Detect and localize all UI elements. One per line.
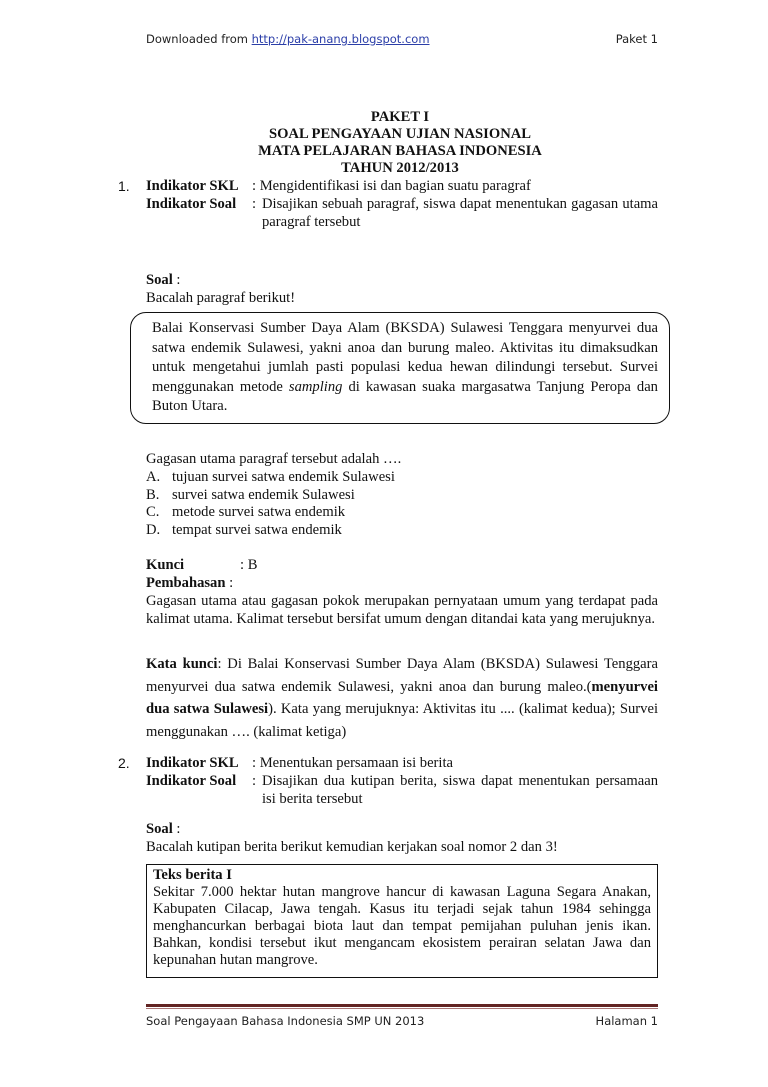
soal-heading: Soal : [146,821,181,837]
page-number: Halaman 1 [595,1014,658,1028]
news-text: Sekitar 7.000 hektar hutan mangrove hancur di kawasan Laguna Segara Anakan, Kabupaten Cilacap, Jawa tengah. Kasus itu terjadi sejak tahun 1984 sehingga menghancurkan berbagai biota laut dan tempat pemijahan puluhan jenis ikan. Bahkan, kondisi tersebut ikut mengancam ekosistem perairan selatan Jawa dan kepunahan hutan mangrove. [153,884,651,968]
option-d: D. tempat survei satwa endemik [146,521,342,538]
indikator-skl: Indikator SKL : Menentukan persamaan isi berita [146,755,453,771]
answer-key: Kunci : B [146,557,258,573]
question-text: Gagasan utama paragraf tersebut adalah …. [146,451,402,467]
news-title: Teks berita I [153,867,232,883]
title-line: PAKET I [370,109,430,125]
news-box [146,864,658,978]
question-number: 2. [118,755,130,771]
question-number: 1. [118,178,130,194]
footer-rule [146,1004,658,1007]
passage-text: Balai Konservasi Sumber Daya Alam (BKSDA) Sulawesi Tenggara menyurvei dua satwa endemik Sulawesi, yakni anoa dan burung maleo. Aktivitas itu dimaksudkan untuk mengetahui jumlah pasti populasi kedua hewan dilindungi tersebut. Survei menggunakan metode sampling di kawasan suaka margasatwa Tanjung Peropa dan Buton Utara. [152,320,658,414]
title-line: TAHUN 2012/2013 [341,160,459,176]
option-c: C. metode survei satwa endemik [146,504,346,520]
title-line: MATA PELAJARAN BAHASA INDONESIA [258,143,542,159]
page-footer [146,1014,658,1028]
header-source: Downloaded from http://pak-anang.blogspot.com [146,32,430,46]
indikator-soal: Indikator Soal : Disajikan dua kutipan berita, siswa dapat menentukan persamaan isi berita tersebut [146,773,658,807]
source-link[interactable]: http://pak-anang.blogspot.com [251,32,430,46]
footer-title: Soal Pengayaan Bahasa Indonesia SMP UN 2013 [146,1014,425,1028]
header-paket: Paket 1 [615,32,658,46]
title-line: SOAL PENGAYAAN UJIAN NASIONAL [268,126,532,142]
page-header [146,32,658,46]
instruction: Bacalah paragraf berikut! [146,290,296,306]
footer-rule-thin [146,1008,658,1009]
soal-heading: Soal : [146,272,181,288]
kata-kunci: Kata kunci: Di Balai Konservasi Sumber Daya Alam (BKSDA) Sulawesi Tenggara menyurvei dua satwa endemik Sulawesi, yakni anoa dan burung maleo.(menyurvei dua satwa Sulawesi). Kata yang merujuknya: Aktivitas itu .... (kalimat kedua); Survei menggunakan …. (kalimat ketiga) [146,656,658,740]
options-list [146,469,658,539]
pembahasan-text: Gagasan utama atau gagasan pokok merupakan pernyataan umum yang terdapat pada kalimat utama. Kalimat tersebut bersifat umum dengan ditandai kata yang merujuknya. [146,593,658,627]
indikator-soal: Indikator Soal : Disajikan sebuah paragraf, siswa dapat menentukan gagasan utama paragraf tersebut [146,196,658,230]
pembahasan-heading: Pembahasan : [146,575,234,591]
page-title [0,109,768,177]
option-b: B. survei satwa endemik Sulawesi [146,486,355,503]
indikator-skl: Indikator SKL : Mengidentifikasi isi dan bagian suatu paragraf [146,178,531,194]
option-a: A. tujuan survei satwa endemik Sulawesi [146,469,395,485]
instruction: Bacalah kutipan berita berikut kemudian kerjakan soal nomor 2 dan 3! [146,839,558,855]
